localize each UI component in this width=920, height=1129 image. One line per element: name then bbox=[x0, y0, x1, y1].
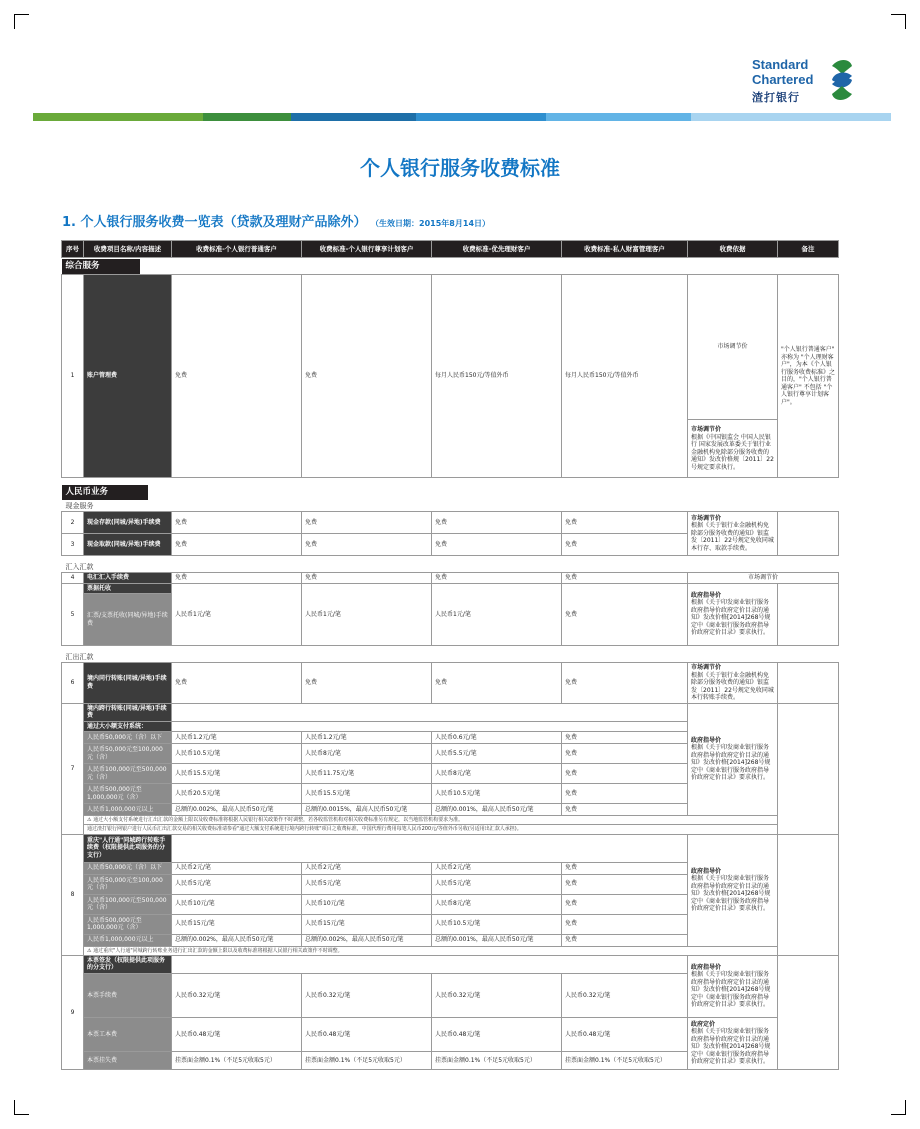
tier-label: 本票工本费 bbox=[84, 1017, 172, 1051]
fee-standard-cell: 免费 bbox=[432, 512, 562, 534]
fee-standard-cell: 免费 bbox=[302, 663, 432, 704]
note-row bbox=[62, 825, 839, 834]
fee-basis-cell bbox=[688, 663, 778, 704]
header-cell: 备注 bbox=[778, 241, 839, 258]
fee-standard-cell: 免费 bbox=[432, 534, 562, 556]
row-number: 4 bbox=[62, 573, 84, 584]
tier-fee: 人民币5元/笔 bbox=[172, 874, 302, 894]
header-cell: 收费标准-个人银行尊享计划客户 bbox=[302, 241, 432, 258]
fee-basis-cell bbox=[688, 1017, 778, 1069]
remark-cell bbox=[778, 663, 839, 704]
basis-text: 根据《关于印发商业银行服务政府指导价政府定价目录的通知》发改价格[2014]268号规定中《商业银行服务政府指导价政府定价目录》要求执行。 bbox=[691, 744, 771, 782]
section-title-text: 1. 个人银行服务收费一览表（贷款及理财产品除外） bbox=[62, 215, 367, 230]
note-text: ⚠ 通过重庆"人行通"同城跨行转账业务进行汇出汇款的金额上限以及收费标准将根据人民银行相关政策作不时调整。 bbox=[84, 946, 778, 955]
row-number: 3 bbox=[62, 534, 84, 556]
note-row bbox=[62, 946, 839, 955]
tier-fee: 人民币10.5元/笔 bbox=[432, 914, 562, 934]
fee-standard-cell: 免费 bbox=[562, 583, 688, 646]
brand-swirl-icon bbox=[828, 56, 856, 104]
subgroup-cash bbox=[62, 500, 839, 512]
note-row bbox=[62, 816, 839, 825]
row-number: 5 bbox=[62, 583, 84, 646]
tier-fee: 挂票面金额0.1%（不足5元收取5元） bbox=[432, 1051, 562, 1069]
spacer-cell bbox=[172, 721, 688, 732]
tier-label: 本票手续费 bbox=[84, 973, 172, 1017]
tier-fee: 免费 bbox=[562, 784, 688, 804]
fee-standard-cell: 免费 bbox=[302, 534, 432, 556]
tier-fee: 人民币8元/笔 bbox=[432, 894, 562, 914]
tier-fee: 人民币15.5元/笔 bbox=[172, 764, 302, 784]
tier-fee: 挂票面金额0.1%（不足5元收取5元） bbox=[562, 1051, 688, 1069]
basis-title: 政府指导价 bbox=[691, 736, 722, 744]
tier-fee: 免费 bbox=[562, 732, 688, 744]
tier-fee: 人民币15.5元/笔 bbox=[302, 784, 432, 804]
fee-standard-cell: 免费 bbox=[562, 573, 688, 584]
note-text: 通过渣打银行网银户进行人民币汇出汇款交易的相关收费标准请参看"通过大额支付系统进行境内跨行转账"项目之收费标准，中国代理行费用每笔人民币200元/等值外币另收(另适用出汇款人承担)。 bbox=[84, 825, 778, 834]
table-row bbox=[62, 275, 839, 420]
brand-cn: 渣打银行 bbox=[752, 91, 800, 104]
header-cell: 序号 bbox=[62, 241, 84, 258]
effective-date: （生效日期：2015年8月14日） bbox=[371, 219, 491, 228]
brand-line2: Chartered bbox=[752, 72, 814, 87]
tier-fee: 人民币5元/笔 bbox=[432, 874, 562, 894]
basis-title: 市场调节价 bbox=[691, 514, 722, 522]
basis-text: 根据《关于印发商业银行服务政府指导价政府定价目录的通知》发改价格[2014]268号规定中《商业银行服务政府指导价政府定价目录》要求执行。 bbox=[691, 599, 771, 637]
tier-fee: 人民币0.32元/笔 bbox=[172, 973, 302, 1017]
tier-label: 本票挂失费 bbox=[84, 1051, 172, 1069]
table-row bbox=[62, 955, 839, 973]
row-number: 1 bbox=[62, 275, 84, 478]
header-cell: 收费依据 bbox=[688, 241, 778, 258]
fee-standard-cell: 每月人民币150元/等值外币 bbox=[562, 275, 688, 478]
header-cell: 收费标准-优先理财客户 bbox=[432, 241, 562, 258]
tier-fee: 总额的0.001%，最高人民币50元/笔 bbox=[432, 934, 562, 946]
group-header-general bbox=[62, 258, 839, 275]
fee-standard-cell: 人民币1元/笔 bbox=[432, 583, 562, 646]
tier-fee: 人民币0.48元/笔 bbox=[562, 1017, 688, 1051]
tier-label: 人民币1,000,000元以上 bbox=[84, 804, 172, 816]
tier-fee: 总额的0.0015%，最高人民币50元/笔 bbox=[302, 804, 432, 816]
fee-standard-cell: 免费 bbox=[562, 512, 688, 534]
group-label: 人民币业务 bbox=[62, 485, 149, 500]
tier-label: 人民币50,000元至100,000元（含） bbox=[84, 744, 172, 764]
tier-label: 人民币500,000元至1,000,000元（含） bbox=[84, 784, 172, 804]
tier-fee: 免费 bbox=[562, 914, 688, 934]
remark-cell bbox=[778, 583, 839, 646]
table-header-row bbox=[62, 241, 839, 258]
basis-title: 政府定价 bbox=[691, 1020, 716, 1028]
basis-title: 市场调节价 bbox=[691, 664, 722, 671]
fee-item-name: 现金存款(同城/异地)手续费 bbox=[84, 512, 172, 534]
fee-subitem-name: 汇票/支票托收(同城/异地)手续费 bbox=[84, 594, 172, 646]
tier-fee: 人民币11.75元/笔 bbox=[302, 764, 432, 784]
basis-text: 根据《关于印发商业银行服务政府指导价政府定价目录的通知》发改价格[2014]268号规定中《商业银行服务政府指导价政府定价目录》要求执行。 bbox=[691, 875, 771, 912]
fee-item-name: 境内跨行转账(同城/异地)手续费 bbox=[84, 703, 172, 721]
tier-fee: 总额的0.002%，最高人民币50元/笔 bbox=[172, 804, 302, 816]
subgroup-remit-out bbox=[62, 646, 839, 663]
group-label: 综合服务 bbox=[62, 259, 140, 274]
tier-fee: 免费 bbox=[562, 874, 688, 894]
tier-fee: 人民币5元/笔 bbox=[302, 874, 432, 894]
tier-fee: 人民币8元/笔 bbox=[432, 764, 562, 784]
fee-standard-cell: 免费 bbox=[172, 663, 302, 704]
basis-title: 政府指导价 bbox=[691, 591, 722, 599]
tier-fee: 人民币0.32元/笔 bbox=[562, 973, 688, 1017]
remark-cell: "个人银行普通客户" 亦称为 "个人理财客户"，为本《个人银行服务收费标准》之目的，"个人银行普通客户" 不包括 "个人银行尊享计划客户"。 bbox=[778, 275, 839, 478]
fee-standard-cell: 免费 bbox=[562, 534, 688, 556]
tier-fee: 人民币1.2元/笔 bbox=[172, 732, 302, 744]
remark-cell bbox=[778, 512, 839, 556]
crop-mark-bottom-left bbox=[14, 1100, 29, 1115]
crop-mark-bottom-right bbox=[891, 1100, 906, 1115]
subgroup-remit-in bbox=[62, 556, 839, 573]
table-row bbox=[62, 703, 839, 721]
tier-fee: 人民币2元/笔 bbox=[432, 862, 562, 874]
subgroup-label: 现金服务 bbox=[65, 502, 94, 511]
tier-fee: 免费 bbox=[562, 804, 688, 816]
tier-fee: 人民币20.5元/笔 bbox=[172, 784, 302, 804]
tier-fee: 免费 bbox=[562, 744, 688, 764]
table-row bbox=[62, 663, 839, 704]
fee-table bbox=[61, 240, 839, 1070]
tier-label: 人民币100,000元至500,000元（含） bbox=[84, 764, 172, 784]
crop-mark-top-right bbox=[891, 14, 906, 29]
tier-fee: 人民币0.32元/笔 bbox=[432, 973, 562, 1017]
spacer-cell bbox=[172, 703, 688, 721]
fee-item-name: 现金取款(同城/异地)手续费 bbox=[84, 534, 172, 556]
brand-line1: Standard bbox=[752, 57, 809, 72]
fee-basis-cell bbox=[688, 703, 778, 816]
remark-cell bbox=[778, 834, 839, 955]
section-title bbox=[62, 211, 490, 230]
tier-fee: 人民币5.5元/笔 bbox=[432, 744, 562, 764]
tier-fee: 免费 bbox=[562, 934, 688, 946]
subgroup-label: 汇出汇款 bbox=[65, 653, 94, 662]
group-header-rmb bbox=[62, 484, 839, 500]
tier-row bbox=[62, 1017, 839, 1051]
fee-standard-cell: 每月人民币150元/等值外币 bbox=[432, 275, 562, 478]
tier-label: 人民币50,000元至100,000元（含） bbox=[84, 874, 172, 894]
fee-item-name: 本票签发（权限提供此项服务的分支行） bbox=[84, 955, 172, 973]
fee-basis-cell bbox=[688, 583, 778, 646]
fee-item-name: 账户管理费 bbox=[84, 275, 172, 478]
header-cell: 收费标准-私人财富管理客户 bbox=[562, 241, 688, 258]
tier-fee: 总额的0.001%，最高人民币50元/笔 bbox=[432, 804, 562, 816]
fee-standard-cell: 免费 bbox=[302, 512, 432, 534]
table-row bbox=[62, 834, 839, 862]
tier-fee: 人民币10元/笔 bbox=[302, 894, 432, 914]
standard-chartered-logo bbox=[752, 56, 862, 104]
basis-title: 政府指导价 bbox=[691, 867, 722, 875]
row-number: 7 bbox=[62, 703, 84, 834]
tier-fee: 挂票面金额0.1%（不足5元收取5元） bbox=[302, 1051, 432, 1069]
tier-fee: 人民币15元/笔 bbox=[172, 914, 302, 934]
tier-fee: 人民币1.2元/笔 bbox=[302, 732, 432, 744]
fee-item-name: 电汇汇入手续费 bbox=[84, 573, 172, 584]
fee-basis-cell: 市场调节价 bbox=[688, 573, 839, 584]
fee-item-name: 重庆"人行通"同城跨行转账手续费（权限提供此项服务的分支行） bbox=[84, 834, 172, 862]
fee-standard-cell: 人民币1元/笔 bbox=[172, 583, 302, 646]
tier-fee: 免费 bbox=[562, 894, 688, 914]
row-number: 9 bbox=[62, 955, 84, 1069]
tier-fee: 人民币2元/笔 bbox=[172, 862, 302, 874]
fee-basis-cell: 市场调节价 bbox=[688, 275, 778, 420]
basis-text: 根据《关于银行业金融机构免除部分服务收费的通知》银监发〔2011〕22号规定免收同城本行存、取款手续费。 bbox=[691, 522, 774, 552]
fee-item-name: 境内同行转账(同城/异地)手续费 bbox=[84, 663, 172, 704]
fee-standard-cell: 免费 bbox=[302, 573, 432, 584]
fee-subitem-name: 通过大小额支付系统： bbox=[84, 721, 172, 732]
basis-text: 根据《关于印发商业银行服务政府指导价政府定价目录的通知》发改价格[2014]268号规定中《商业银行服务政府指导价政府定价目录》要求执行。 bbox=[691, 971, 771, 1009]
tier-label: 人民币1,000,000元以上 bbox=[84, 934, 172, 946]
fee-standard-cell: 免费 bbox=[302, 275, 432, 478]
remark-cell bbox=[778, 955, 839, 1069]
row-number: 8 bbox=[62, 834, 84, 955]
fee-basis-cell bbox=[688, 834, 778, 946]
fee-basis-cell bbox=[688, 955, 778, 1017]
document-title: 个人银行服务收费标准 bbox=[360, 156, 560, 180]
fee-standard-cell: 免费 bbox=[432, 573, 562, 584]
basis-text: 根据《关于银行业金融机构免除部分服务收费的通知》银监发〔2011〕22号规定免收同城本行转账手续费。 bbox=[691, 671, 774, 701]
tier-fee: 人民币0.48元/笔 bbox=[302, 1017, 432, 1051]
fee-standard-cell: 免费 bbox=[172, 275, 302, 478]
brand-color-stripe bbox=[33, 113, 891, 121]
basis-title: 市场调节价 bbox=[691, 426, 722, 433]
fee-standard-cell: 人民币1元/笔 bbox=[302, 583, 432, 646]
subgroup-label: 汇入汇款 bbox=[65, 563, 94, 572]
tier-fee: 总额的0.002%，最高人民币50元/笔 bbox=[302, 934, 432, 946]
spacer-cell bbox=[172, 955, 688, 973]
basis-text: 根据《中国银监会 中国人民银行 国家发展改革委关于银行业金融机构免除部分服务收费的通知》发改价格规〔2011〕22号规定要求执行。 bbox=[691, 433, 774, 471]
tier-fee: 人民币0.48元/笔 bbox=[432, 1017, 562, 1051]
note-text: ⚠ 通过大小额支付系统进行汇出汇款的金额上限以及收费标准将根据人民银行相关政策作不时调整，若各收监管机构对相关收费标准另有规定，以当地监管机构要求为准。 bbox=[84, 816, 778, 825]
header-cell: 收费项目名称/内容描述 bbox=[84, 241, 172, 258]
table-row bbox=[62, 583, 839, 594]
tier-fee: 人民币8元/笔 bbox=[302, 744, 432, 764]
fee-standard-cell: 免费 bbox=[172, 573, 302, 584]
table-row bbox=[62, 512, 839, 534]
tier-label: 人民币50,000元（含）以下 bbox=[84, 862, 172, 874]
tier-fee: 免费 bbox=[562, 764, 688, 784]
tier-fee: 人民币0.32元/笔 bbox=[302, 973, 432, 1017]
header-cell: 收费标准-个人银行普通客户 bbox=[172, 241, 302, 258]
basis-title: 政府指导价 bbox=[691, 963, 722, 971]
fee-standard-cell: 免费 bbox=[172, 512, 302, 534]
row-number: 2 bbox=[62, 512, 84, 534]
crop-mark-top-left bbox=[14, 14, 29, 29]
basis-text: 根据《关于印发商业银行服务政府指导价政府定价目录的通知》发改价格[2014]268号规定中《商业银行服务政府指导价政府定价目录》要求执行。 bbox=[691, 1028, 771, 1066]
tier-fee: 总额的0.002%，最高人民币50元/笔 bbox=[172, 934, 302, 946]
fee-standard-cell: 免费 bbox=[432, 663, 562, 704]
tier-label: 人民币50,000元（含）以下 bbox=[84, 732, 172, 744]
spacer-cell bbox=[172, 834, 688, 862]
tier-fee: 人民币0.48元/笔 bbox=[172, 1017, 302, 1051]
fee-item-name: 票据托收 bbox=[84, 583, 172, 594]
tier-fee: 挂票面金额0.1%（不足5元收取5元） bbox=[172, 1051, 302, 1069]
fee-basis-cell bbox=[688, 512, 778, 556]
tier-fee: 人民币2元/笔 bbox=[302, 862, 432, 874]
fee-standard-cell: 免费 bbox=[562, 663, 688, 704]
remark-cell bbox=[778, 703, 839, 834]
row-number: 6 bbox=[62, 663, 84, 704]
fee-standard-cell: 免费 bbox=[172, 534, 302, 556]
tier-fee: 人民币15元/笔 bbox=[302, 914, 432, 934]
fee-basis-cell bbox=[688, 420, 778, 478]
tier-label: 人民币100,000元至500,000元（含） bbox=[84, 894, 172, 914]
tier-label: 人民币500,000元至1,000,000元（含） bbox=[84, 914, 172, 934]
table-row bbox=[62, 573, 839, 584]
tier-fee: 人民币0.6元/笔 bbox=[432, 732, 562, 744]
tier-fee: 免费 bbox=[562, 862, 688, 874]
tier-fee: 人民币10.5元/笔 bbox=[432, 784, 562, 804]
tier-fee: 人民币10.5元/笔 bbox=[172, 744, 302, 764]
tier-fee: 人民币10元/笔 bbox=[172, 894, 302, 914]
